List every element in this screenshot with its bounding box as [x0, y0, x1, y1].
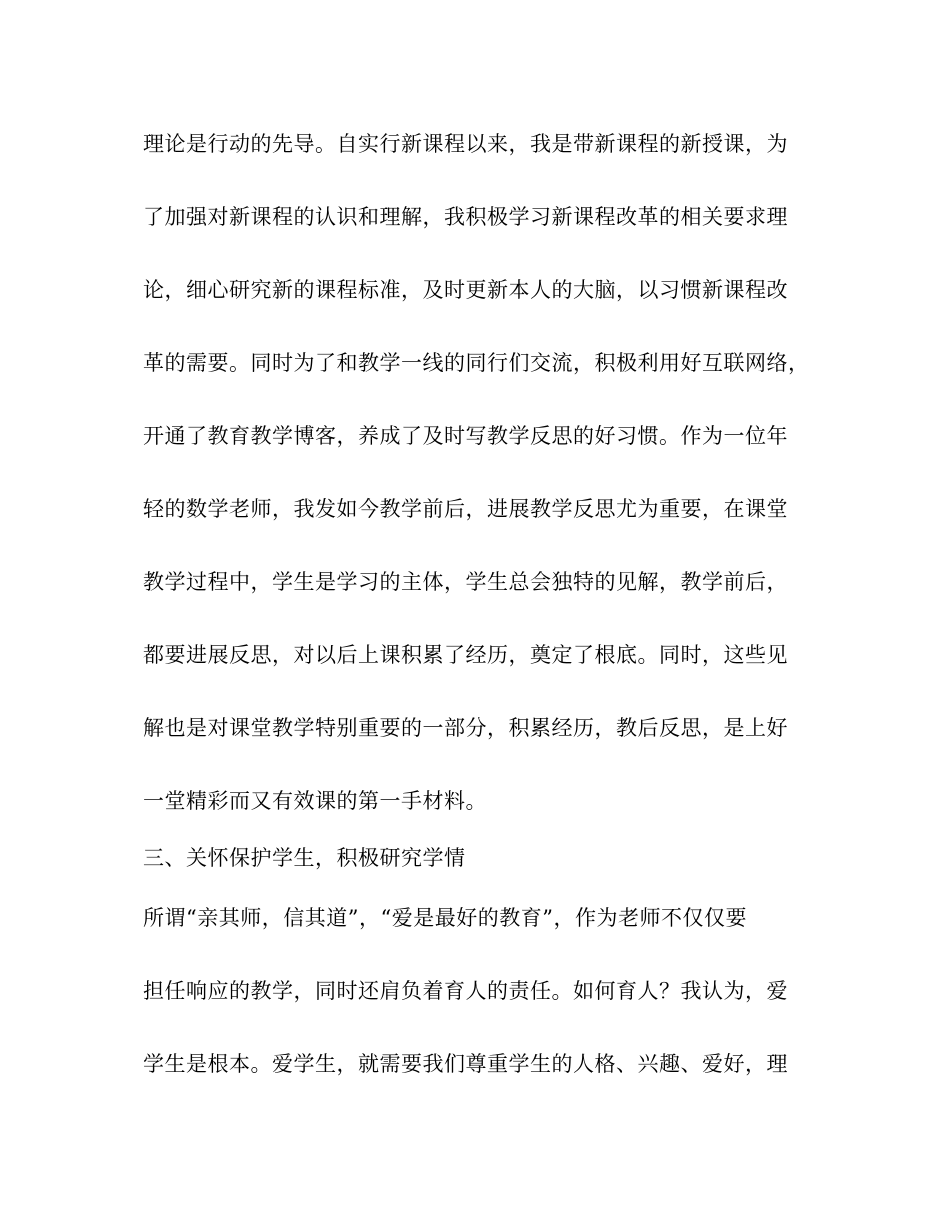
text-line: 了加强对新课程的认识和理解，我积极学习新课程改革的相关要求理 — [143, 205, 788, 229]
section-heading: 三、关怀保护学生，积极研究学情 — [143, 846, 466, 870]
text-line: 轻的数学老师，我发如今教学前后，进展教学反思尤为重要，在课堂 — [143, 497, 788, 521]
text-line: 革的需要。同时为了和教学一线的同行们交流，积极利用好互联网络， — [143, 351, 810, 375]
text-line: 开通了教育教学博客，养成了及时写教学反思的好习惯。作为一位年 — [143, 424, 788, 448]
text-line: 论，细心研究新的课程标准，及时更新本人的大脑，以习惯新课程改 — [143, 278, 788, 302]
text-line: 理论是行动的先导。自实行新课程以来，我是带新课程的新授课，为 — [143, 132, 788, 156]
text-line: 学生是根本。爱学生，就需要我们尊重学生的人格、兴趣、爱好，理 — [143, 1052, 788, 1076]
text-line: 一堂精彩而又有效课的第一手材料。 — [143, 789, 487, 813]
text-line: 解也是对课堂教学特别重要的一部分，积累经历，教后反思，是上好 — [143, 716, 788, 740]
text-line: 担任响应的教学，同时还肩负着育人的责任。如何育人？我认为，爱 — [143, 979, 788, 1003]
text-line: 都要进展反思，对以后上课积累了经历，奠定了根底。同时，这些见 — [143, 643, 788, 667]
text-line: 教学过程中，学生是学习的主体，学生总会独特的见解，教学前后， — [143, 570, 788, 594]
text-line: 所谓“亲其师，信其道”，“爱是最好的教育”，作为老师不仅仅要 — [143, 906, 747, 930]
